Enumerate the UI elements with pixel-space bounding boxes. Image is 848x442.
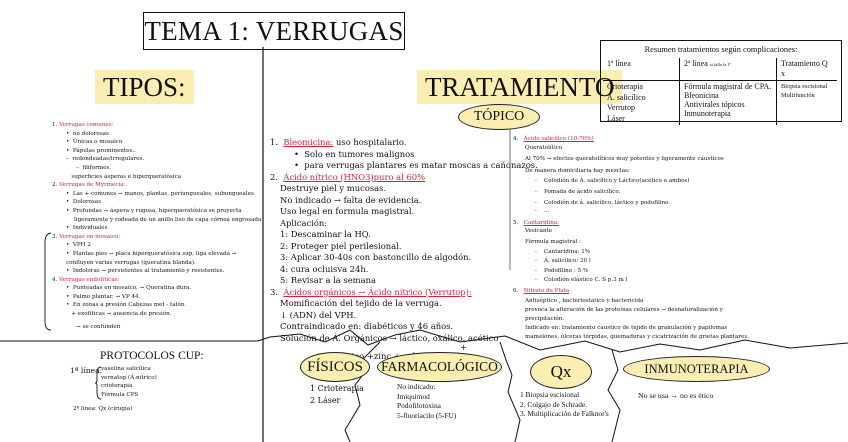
topico-sub: • Solo en tumores malignos — [294, 148, 415, 159]
resumen-header-2-note: si falla la 1ª — [709, 62, 731, 67]
tipo-item-1 — [52, 121, 264, 130]
resumen-header-3: Tratamiento Q x — [777, 58, 838, 81]
qx-list — [520, 390, 609, 419]
tipo-label: Verrugas de Myrmecia: — [59, 182, 126, 189]
tipo-sub: • Profundas → áspera y rugosa, hiperqueratósica se proyecta ligeramente y rodeada de un anillo liso de capa córnea engrosada — [66, 207, 262, 223]
tipo-sub-text: VPH 2 — [72, 242, 91, 249]
resumen-cell: Inmunoterapia — [684, 109, 731, 118]
resumen-header-1: 1ª línea — [603, 58, 680, 81]
tipo-sub: • Individuales — [66, 225, 108, 232]
protocolos-line1-list — [101, 365, 157, 399]
qx-item: 2. Colgajo de Schrade. — [520, 399, 588, 409]
protocolos-line1: 1ª línea: — [70, 366, 103, 375]
topico-label: Ácido salicílico (10-70%) — [523, 136, 594, 142]
topico-rest: uso hospitalario. — [333, 137, 407, 147]
protocolo-item: Fórmula CPS — [101, 391, 139, 398]
resumen-cell: Fórmula magistral de CPA. — [684, 82, 772, 91]
topico-item-2: 2. Ácido nítrico (HNO3)puro al 60% — [270, 171, 426, 182]
topico-sub-text: Colodión de á. salicílico, láctico y podofilino — [544, 199, 669, 206]
topico-line: De manera domiciliaria hay mezclas: — [525, 167, 630, 174]
topico-label: Ácido nítrico (HNO3)puro al 60% — [283, 171, 426, 182]
tipos-note-text: se confunden — [82, 323, 121, 330]
topico-sub-text: para verrugas plantares es matar moscas a cañonazos. — [304, 160, 538, 170]
topico-sub: - Á. salicílico: 30 l — [535, 258, 591, 265]
fisicos-item: 2 Láser — [310, 396, 341, 405]
tipo-label: Verrugas comunes: — [59, 122, 114, 128]
topico-line: +zinc — [366, 351, 392, 361]
topico-line: 1: Descaminar la HQ. — [280, 229, 371, 239]
tipo-sub-text: Dolorosas — [72, 199, 101, 206]
farmacologico-item: Podofilotoxina — [397, 401, 441, 410]
farmacologico-list — [397, 382, 456, 420]
resumen-col-3 — [777, 81, 838, 126]
farmacologico-item: 5-fluoriacilo (5-FU) — [397, 410, 457, 420]
topico-sub: - Podofilino : 5 % — [535, 267, 589, 274]
topico-line: Contraindicado en: diabéticos y 46 años. — [280, 321, 454, 331]
tipo-sub: • Palmo plantar. → VP 44. — [66, 293, 141, 300]
tipo-sub-text: + exofíticas → ausencia de presión. — [71, 311, 172, 318]
topico-lines-3 — [270, 298, 510, 363]
topico-lines-4 — [513, 144, 758, 216]
tipo-sub: • Punteadas en mosaico. → Queratina dura. — [66, 285, 192, 292]
tipos-list — [52, 121, 264, 331]
topico-item-3: 3. Ácidos orgánicos → Ácido nítrico (Verrutop): — [270, 286, 472, 297]
tipo-sub-text: Palmo plantar. → VP 44. — [72, 293, 141, 300]
topico-item-4: 4. Ácido salicílico (10-70%) — [513, 136, 594, 142]
tipo-label: Verrugas en mosaico: — [59, 233, 121, 240]
topico-line: Destruye piel y mucosas. — [280, 183, 387, 193]
fisicos-oval: FÍSICOS — [300, 352, 370, 382]
farmacologico-intro: No indicado: — [397, 382, 436, 391]
tipo-sub: – redondeadas/irregulares. — [66, 156, 145, 163]
tipo-sub-text: Pápulas prominentes.. — [72, 147, 136, 154]
tipo-sub-text: superficies ásperas e hiperqueratósica — [71, 173, 182, 180]
tipo-number: 3. — [52, 233, 58, 240]
topico-line: Fórmula magistral : — [525, 238, 582, 245]
inmunoterapia-text: No se usa → no es ético — [638, 391, 714, 400]
tipo-item-2 — [52, 181, 264, 190]
topico-line: Al 70% → efectos queratolíticos muy potentes y ligeramente cáusticos — [525, 156, 724, 163]
tipo-number: 2. — [52, 182, 58, 189]
topico-line: 5: Revisar a la semana — [280, 275, 377, 285]
topico-line: + — [460, 342, 468, 352]
tipo-sub-text: filiformes. — [82, 164, 112, 171]
tipo-sub: – filiformes. — [76, 164, 112, 171]
protocolos-line2: 2ª línea: Qx (cirugía) — [73, 406, 133, 412]
topico-line: ↓ (ADN) del VPH. — [280, 309, 357, 320]
protocolo-item: crioterapia — [101, 383, 133, 390]
topico-lines-2 — [270, 183, 510, 287]
topico-label: Ácidos orgánicos → Ácido nítrico (Verrutop): — [283, 286, 472, 297]
inmunoterapia-oval: INMUNOTERAPIA — [623, 356, 770, 382]
tipo-sub-text: Plantas pies → placa hiperqueratósica sup, liga elevada → confluyen varias verrugas (queratina blanda). — [66, 250, 237, 266]
topico-item-6: 6. Nitrato de Plata — [513, 287, 570, 294]
topico-sub-text: Á. salicílico: 30 l — [544, 258, 591, 265]
topico-line: Aplicación: — [280, 217, 328, 228]
tipo-sub: • Plantas pies → placa hiperqueratósica sup, liga elevada → confluyen varias verrugas (queratina blanda). — [66, 250, 237, 266]
qx-item: 1 Biopsia escisional — [520, 390, 580, 399]
tipo-sub-text: Punteadas en mosaico. → Queratina dura. — [72, 285, 192, 292]
tipo-item-4 — [52, 276, 264, 285]
tipo-sub: • no dolorosas — [66, 130, 109, 137]
tipo-sub-text: En zonas a presión Cabezas met - talón. — [72, 302, 187, 309]
topico-sub-text: Pomada de ácido salicílico. — [544, 188, 621, 195]
resumen-cell: Multifunción — [781, 92, 815, 99]
fisicos-list — [310, 383, 364, 407]
topico-line: Queratolítico — [525, 144, 563, 151]
tipo-sub-text: no dolorosas — [72, 130, 109, 137]
farmacologico-item: Imiquimod — [397, 391, 430, 401]
tipo-sub: • Dolorosas — [66, 199, 101, 206]
topico-sub-text: … — [544, 208, 550, 215]
topico-sub: - Colodión elástico C. S p.3 m l — [535, 277, 628, 284]
topico-sub: - Colodión de á. salicílico, láctico y podofilino — [535, 199, 669, 206]
resumen-header-2 — [680, 58, 777, 81]
topico-label: Cantaridina: — [523, 219, 560, 226]
tipo-sub-text: Profundas → áspera y rugosa, hiperqueratósica se proyecta ligeramente y rodeada de un anillo liso de capa córnea engrosada — [72, 207, 262, 223]
resumen-table — [603, 58, 837, 125]
topico-line: Vesicante — [525, 228, 553, 235]
resumen-title: Resumen tratamientos según complicaciones: — [644, 45, 798, 54]
resumen-cell: Bleonicina — [684, 91, 719, 100]
tipo-sub-text: Individuales — [72, 225, 108, 232]
resumen-cell: Á. salicílico — [607, 92, 646, 102]
topico-line: 2: Proteger piel perilesional. — [280, 240, 402, 251]
resumen-cell: Verrutop — [607, 103, 635, 112]
tipo-sub: • Las + comunes → manos, plantas, periungueales, subungueales — [66, 190, 254, 197]
protocolos-heading: PROTOCOLOS CUP: — [100, 350, 204, 362]
protocolo-item: vaselina salicílica — [101, 366, 151, 372]
fisicos-item: 1 Crioterapia — [310, 384, 364, 393]
topico-sub: - Pomada de ácido salicílico. — [535, 188, 621, 195]
topico-sub: - Cantaridina: 1% — [535, 248, 591, 255]
tipo-item-3 — [52, 233, 264, 242]
topico-sub-text: Cantaridina: 1% — [544, 248, 591, 255]
resumen-header-2-text: 2ª línea — [684, 59, 708, 68]
topico-item-1: 1. Bleomicina: uso hospitalario. — [270, 137, 407, 147]
tipo-number: 4. — [52, 276, 58, 283]
tipo-sub: • VPH 2 — [66, 242, 91, 249]
tratamiento-heading: TRATAMIENTO — [417, 70, 622, 104]
topico-sub-text: Colodión de Á. salicílico y Láctico(acético o ambos) — [544, 178, 690, 185]
topico-oval: TÓPICO — [458, 104, 540, 130]
tipo-sub — [52, 310, 264, 319]
topico-line: Momificación del tejido de la verruga. — [280, 298, 442, 308]
resumen-box — [600, 40, 842, 122]
resumen-cell: Crioterapia — [607, 82, 643, 91]
resumen-col-1 — [603, 81, 680, 126]
farmacologico-oval: FARMACOLÓGICO — [377, 352, 502, 382]
topico-right-list — [513, 135, 758, 341]
tipo-sub-text: Indoloras → persistentes al tratamiento y resistentes. — [72, 268, 225, 275]
topico-item-5: 5. Cantaridina: — [513, 219, 560, 226]
qx-oval: Qx — [530, 355, 592, 389]
topico-line: 3: Aplicar 30-40s con bastoncillo de algodón. — [280, 252, 472, 262]
qx-item: 3. Multiplicación de Falknor's — [520, 409, 609, 418]
topico-sub: - Colodión de Á. salicílico y Láctico(acético o ambos) — [535, 178, 690, 185]
topico-line: 4: cura ocluisva 24h. — [280, 263, 369, 274]
resumen-col-2 — [680, 81, 777, 126]
tipo-sub-text: redondeadas/irregulares. — [72, 156, 145, 163]
tipo-sub: • Pápulas prominentes.. — [66, 147, 136, 154]
tipo-sub — [52, 173, 264, 182]
resumen-cell: Biopsia escisional — [781, 83, 828, 90]
resumen-cell: Antivirales tópicos — [684, 100, 745, 109]
topico-lines-6 — [513, 297, 758, 342]
topico-line: provoca la alteración de las proteínas celulares → desnaturalización y precipitación. — [525, 307, 723, 322]
topico-line: Solución de Á. Orgánicos → láctico, oxálico, acético — [280, 332, 499, 343]
tipo-sub-text: Únicas o mosaico — [72, 139, 123, 146]
topico-sub-text: Colodión elástico C. S p.3 m l — [544, 277, 628, 284]
tipos-note: → se confunden — [76, 323, 121, 330]
tipo-sub: • Únicas o mosaico — [66, 139, 123, 146]
topico-line: Uso legal en formula magistral. — [280, 206, 415, 216]
topico-label: Bleomicina: — [283, 137, 334, 147]
topico-sub: - … — [535, 208, 550, 215]
protocolo-item: vernatop (Á.nítrico) — [101, 374, 157, 381]
topico-line: No indicado → falta de evidencia. — [280, 194, 422, 205]
topico-sub-text: Solo en tumores malignos — [304, 148, 415, 159]
topico-line: Antiséptico , bacteriostático y bactericida — [525, 297, 644, 304]
tipo-sub: • En zonas a presión Cabezas met - talón. — [66, 302, 187, 309]
resumen-cell: Láser — [607, 113, 625, 123]
tipos-heading: TIPOS: — [95, 70, 194, 104]
topico-lines-5 — [513, 227, 758, 285]
tipo-label: Verrugas endofíticas: — [59, 276, 120, 283]
bracket-line — [43, 232, 53, 332]
page-title: TEMA 1: VERRUGAS — [143, 12, 405, 50]
topico-sub-text: Podofilino : 5 % — [544, 267, 589, 274]
tipo-number: 1. — [52, 122, 58, 128]
topico-sub: • para verrugas plantares es matar moscas a cañonazos. — [294, 160, 538, 170]
topico-line: Indicado en: tratamiento caustico de tejido de granulación y papilomas mamelones, úlceras tórpidas, quemaduras y cicatrización de grietas plantares. — [525, 325, 749, 340]
tipo-sub-text: Las + comunes → manos, plantas, periungueales, subungueales — [72, 190, 254, 197]
tipo-sub: • Indoloras → persistentes al tratamiento y resistentes. — [66, 268, 225, 275]
topico-label: Nitrato de Plata — [523, 287, 570, 294]
